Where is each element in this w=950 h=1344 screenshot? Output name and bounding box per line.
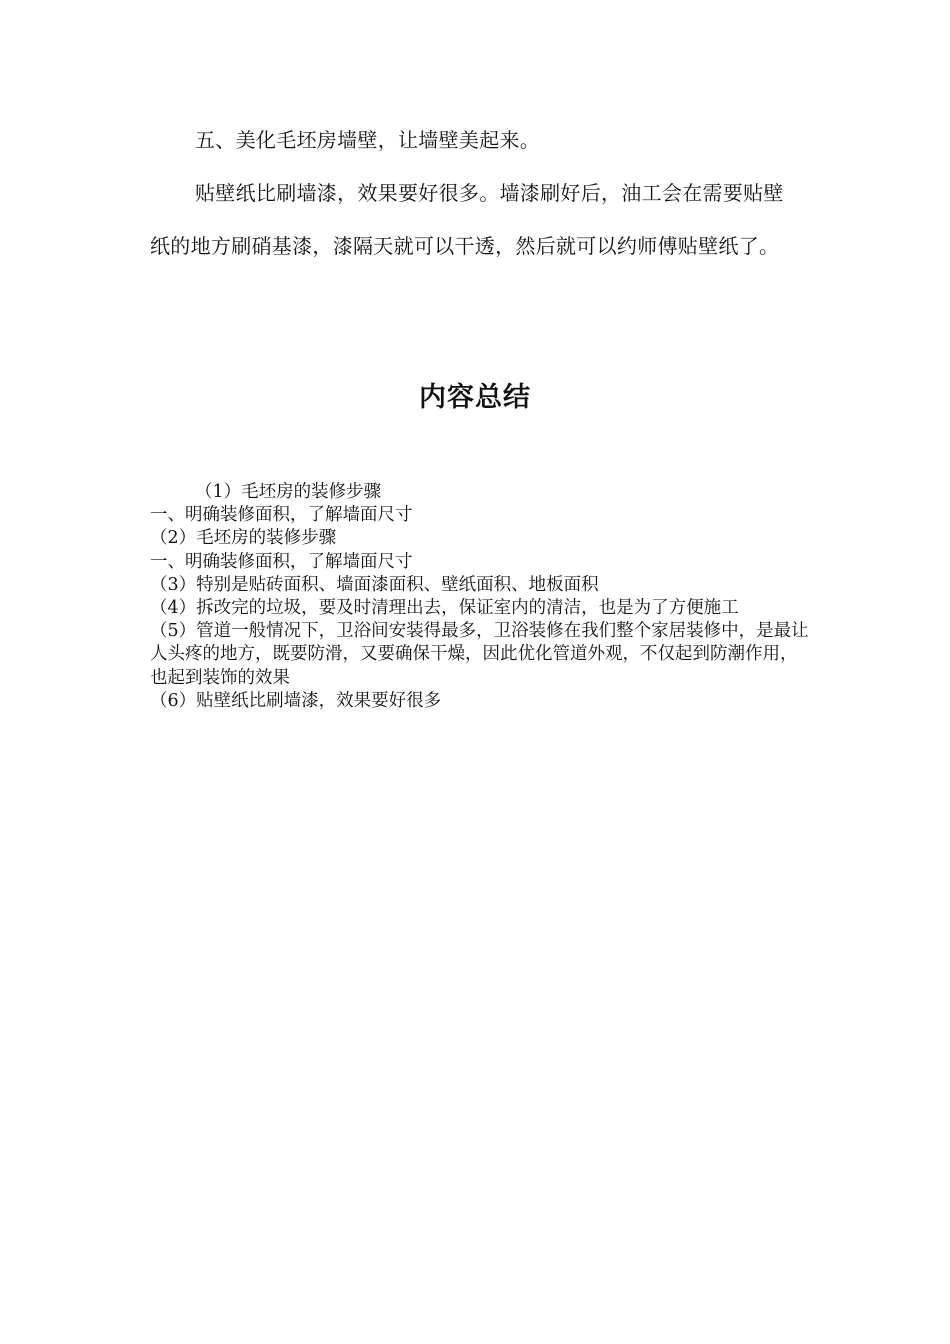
summary-line: 一、明确装修面积，了解墙面尺寸 [150, 505, 413, 526]
summary-line: （3）特别是贴砖面积、墙面漆面积、壁纸面积、地板面积 [150, 574, 599, 595]
summary-line: （6）贴壁纸比刷墙漆，效果要好很多 [150, 690, 442, 711]
body-paragraph: 贴壁纸比刷墙漆，效果要好很多。墙漆刷好后，油工会在需要贴壁纸的地方刷硝基漆，漆隔天就可以干透，然后就可以约师傅贴壁纸了。 [150, 181, 784, 258]
section-heading: 五、美化毛坯房墙壁，让墙壁美起来。 [195, 128, 541, 152]
summary-line: （5）管道一般情况下，卫浴间安装得最多，卫浴装修在我们整个家居装修中，是最让人头疼的地方，既要防滑，又要确保干燥，因此优化管道外观，不仅起到防潮作用，也起到装饰的效果 [150, 621, 809, 688]
summary-line: （1）毛坯房的装修步骤 [195, 482, 382, 502]
summary-line: （4）拆改完的垃圾，要及时清理出去，保证室内的清洁，也是为了方便施工 [150, 598, 739, 619]
summary-list [150, 481, 810, 713]
summary-line: 一、明确装修面积，了解墙面尺寸 [150, 551, 413, 572]
summary-line: （2）毛坯房的装修步骤 [150, 528, 337, 549]
summary-title: 内容总结 [419, 382, 531, 413]
